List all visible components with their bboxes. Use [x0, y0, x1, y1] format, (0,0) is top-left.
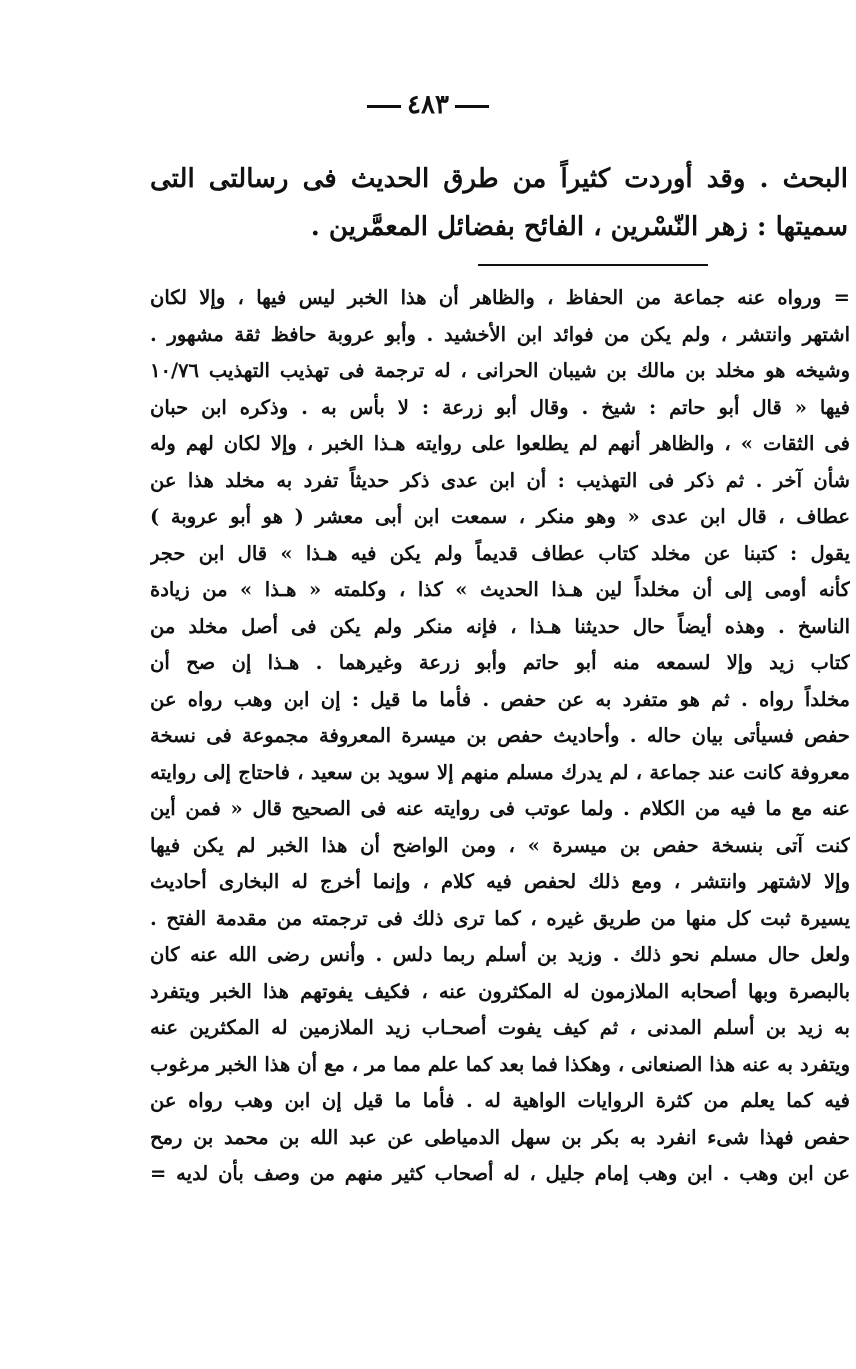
footnote-line: يقول : كتبنا عن مخلد كتاب عطاف قديماً ولم يكن فيه هـذا » قال ابن حجر [150, 541, 850, 565]
footnote-line: به زيد بن أسلم المدنى ، ثم كيف يفوت أصحـاب زيد الملازمين له المكثرين عنه [150, 1016, 850, 1039]
left-dash-ornament [367, 105, 401, 108]
footnote-line: فيه كما يعلم من كثرة الروايات الواهية له . فأما ما قيل إن ابن وهب رواه عن [150, 1089, 850, 1112]
footnote-line: وإلا لاشتهر وانتشر ، ومع ذلك لحفص فيه كلام ، وإنما أخرج له البخارى أحاديث [150, 870, 850, 893]
footnote-line: عطاف ، قال ابن عدى « وهو منكر ، سمعت ابن أبى معشر ( هو أبو عروبة ) [150, 505, 850, 528]
footnote-line: بالبصرة وبها أصحابه الملازمون له المكثرون عنه ، فكيف يفوتهم هذا الخبر ويتفرد [150, 979, 850, 1003]
footnote-line: وشيخه هو مخلد بن مالك بن شيبان الحرانى ، له ترجمة فى تهذيب التهذيب ١٠/٧٦ [150, 359, 850, 382]
footnote-line: ولعل حال مسلم نحو ذلك . وزيد بن أسلم ربما دلس . وأنس رضى الله عنه كان [150, 943, 850, 966]
footnote-line: شأن آخر . ثم ذكر فى التهذيب : أن ابن عدى ذكر حديثاً تفرد به مخلد هذا عن [150, 468, 850, 492]
footnote-block [150, 280, 850, 1193]
footnote-line: عنه مع ما فيه من الكلام . ولما عوتب فى روايته عنه فى الصحيح قال « فمن أين [150, 797, 850, 820]
page-number-value: ٤٨٣ [407, 90, 449, 120]
footnote-line: حفص فسيأتى بيان حاله . وأحاديث حفص بن ميسرة المعروفة مجموعة فى نسخة [150, 724, 850, 747]
footnote-separator [478, 264, 708, 266]
footnote-line: الناسخ . وهذه أيضاً حال حديثنا هـذا ، فإنه منكر ولم يكن فى أصل مخلد من [150, 614, 850, 638]
footnote-line: معروفة كانت عند جماعة ، لم يدرك مسلم منهم إلا سويد بن سعيد ، فاحتاج إلى روايته [150, 760, 850, 784]
right-dash-ornament [455, 105, 489, 108]
main-body-text: البحث . وقد أوردت كثيراً من طرق الحديث فى رسالتى التى سميتها : زهر النّسْرين ، الفائح بفضائل المعمَّرين . [150, 164, 848, 242]
page-number [0, 90, 856, 120]
footnote-line: حفص فهذا شىء انفرد به بكر بن سهل الدمياطى عن عبد الله بن محمد بن رمح [150, 1125, 850, 1149]
footnote-line: عن ابن وهب . ابن وهب إمام جليل ، له أصحاب كثير منهم من وصف بأن لديه = [150, 1162, 850, 1185]
footnote-line: ويتفرد به عنه هذا الصنعانى ، وهكذا فما بعد كما علم مما مر ، مع أن هذا الخبر مرغوب [150, 1052, 850, 1076]
footnote-line: فيها « قال أبو حاتم : شيخ . وقال أبو زرعة : لا بأس به . وذكره ابن حبان [150, 395, 850, 419]
footnote-line: اشتهر وانتشر ، ولم يكن من فوائد ابن الأخشيد . وأبو عروبة حافظ ثقة مشهور . [150, 322, 850, 346]
footnote-line: كنت آتى بنسخة حفص بن ميسرة » ، ومن الواضح أن هذا الخبر لم يكن فيها [150, 833, 850, 857]
footnote-line: يسيرة ثبت كل منها من طريق غيره ، كما ترى ذلك فى ترجمته من مقدمة الفتح . [150, 906, 850, 930]
footnote-line: كأنه أومى إلى أن مخلداً لين هـذا الحديث » كذا ، وكلمته « هـذا » من زيادة [150, 578, 850, 601]
footnote-line: مخلداً رواه . ثم هو متفرد به عن حفص . فأما ما قيل : إن ابن وهب رواه عن [150, 687, 850, 711]
footnote-line: كتاب زيد وإلا لسمعه منه أبو حاتم وأبو زرعة وغيرهما . هـذا إن صح أن [150, 651, 850, 674]
footnote-line: = ورواه عنه جماعة من الحفاظ ، والظاهر أن هذا الخبر ليس فيها ، وإلا لكان [150, 286, 850, 309]
footnote-line: فى الثقات » ، والظاهر أنهم لم يطلعوا على روايته هـذا الخبر ، وإلا لكان لهم وله [150, 432, 850, 455]
